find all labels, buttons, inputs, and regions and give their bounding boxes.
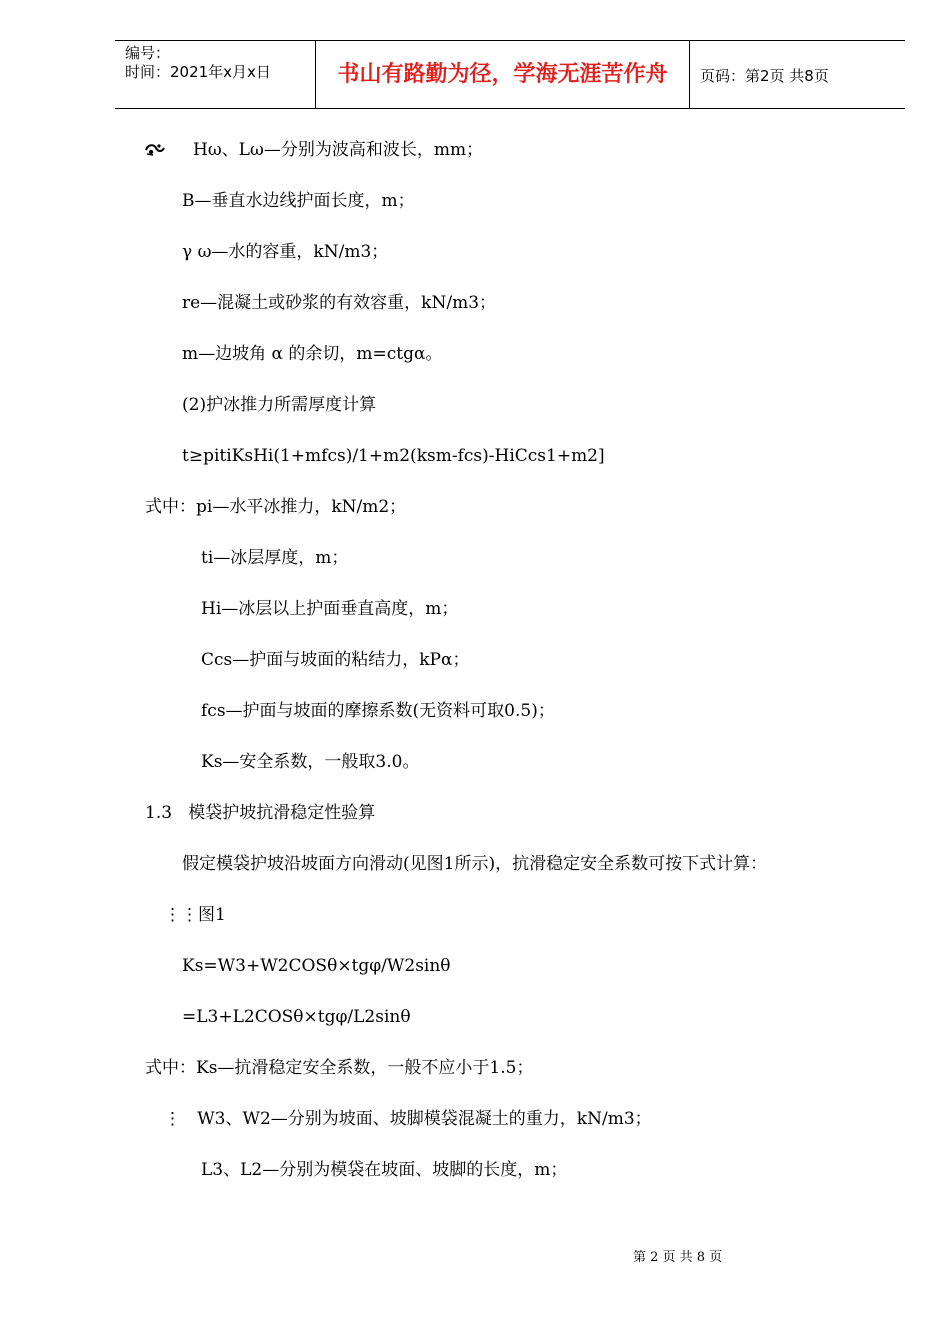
body-line-12: fcs—护面与坡面的摩擦系数(无资料可取0.5)； xyxy=(201,701,555,721)
body-line-4: re—混凝土或砂浆的有效容重，kN/m3； xyxy=(182,293,497,313)
body-line-10: Hi—冰层以上护面垂直高度，m； xyxy=(201,599,459,619)
formula-ks-1: Ks=W3+W2COSθ×tgφ/W2sinθ xyxy=(182,956,451,976)
body-line-8: 式中：pi—水平冰推力，kN/m2； xyxy=(145,497,407,517)
body-line-1: Hω、Lω—分别为波高和波长，mm； xyxy=(193,140,484,160)
section-heading: 1.3 模袋护坡抗滑稳定性验算 xyxy=(145,803,376,823)
motto-text: 书山有路勤为径，学海无涯苦作舟 xyxy=(337,62,668,87)
body-line-2: B—垂直水边线护面长度，m； xyxy=(182,191,415,211)
body-line-21: L3、L2—分别为模袋在坡面、坡脚的长度，m； xyxy=(201,1160,568,1180)
formula-thickness: t≥pitiKsHi(1+mfcs)/1+m2(ksm-fcs)-HiCcs1+m2] xyxy=(182,446,605,466)
body-line-3: γ ω—水的容重，kN/m3； xyxy=(182,242,389,262)
body-line-9: ti—冰层厚度，m； xyxy=(201,548,349,568)
page-footer: 第 2 页 共 8 页 xyxy=(633,1250,723,1265)
page-code: 页码：第2页 共8页 xyxy=(700,67,829,85)
body-line-20: ⋮ W3、W2—分别为坡面、坡脚模袋混凝土的重力，kN/m3； xyxy=(164,1109,652,1129)
body-line-5: m—边坡角 α 的余切，m=ctgα。 xyxy=(182,344,443,364)
body-line-6: (2)护冰推力所需厚度计算 xyxy=(182,395,377,415)
body-line-19: 式中：Ks—抗滑稳定安全系数，一般不应小于1.5； xyxy=(145,1058,534,1078)
bullet-icon xyxy=(144,140,166,158)
body-line-13: Ks—安全系数，一般取3.0。 xyxy=(201,752,420,772)
page-header xyxy=(115,40,905,109)
figure-reference: ⋮⋮图1 xyxy=(164,905,226,925)
header-right-cell xyxy=(690,41,905,108)
body-line-15: 假定模袋护坡沿坡面方向滑动(见图1所示)，抗滑稳定安全系数可按下式计算： xyxy=(182,854,768,874)
header-left-cell xyxy=(115,41,316,108)
formula-ks-2: =L3+L2COSθ×tgφ/L2sinθ xyxy=(182,1007,411,1027)
header-motto-cell xyxy=(316,41,690,108)
body-line-11: Ccs—护面与坡面的粘结力，kPα； xyxy=(201,650,470,670)
time-label: 时间：2021年x月x日 xyxy=(125,63,271,81)
number-label: 编号： xyxy=(125,44,171,62)
